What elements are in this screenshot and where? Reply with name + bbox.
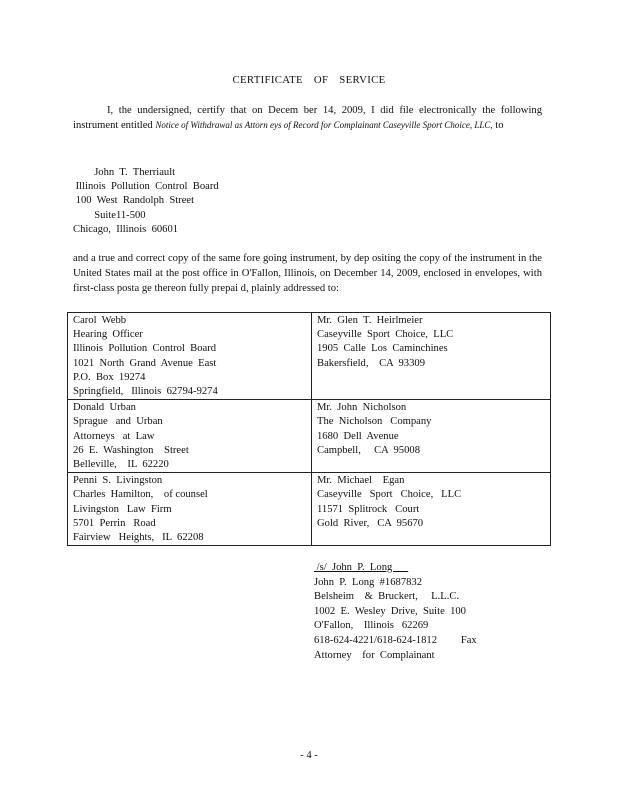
service-cell: Penni S. Livingston Charles Hamilton, of counsel Livingston Law Firm 5701 Perrin Road Fairview Heights, IL 62208 bbox=[68, 473, 312, 546]
recipient-line: Chicago, Illinois 60601 bbox=[73, 223, 179, 235]
signature-detail: O'Fallon, Illinois 62269 bbox=[314, 620, 429, 632]
service-cell: Donald Urban Sprague and Urban Attorneys at Law 26 E. Washington Street Belleville, IL 62220 bbox=[68, 400, 312, 473]
recipient-line: 100 West Randolph Street bbox=[73, 195, 195, 207]
mailing-paragraph: and a true and correct copy of the same fore going instrument, by dep ositing the copy of the instrument in the United States mail at the post office in O'Fallon, Illinois, on December 14, 2009, enclosed in envelopes, with first-class posta ge thereon fully prepai d, plainly addressed to: bbox=[73, 253, 542, 294]
page-number: - 4 - bbox=[300, 750, 318, 761]
service-cell: Mr. John Nicholson The Nicholson Company 1680 Dell Avenue Campbell, CA 95008 bbox=[312, 400, 551, 473]
recipient-line: John T. Therriault bbox=[73, 167, 176, 178]
recipient-address bbox=[73, 166, 219, 237]
service-list-table bbox=[67, 312, 551, 546]
document-title: CERTIFICATE OF SERVICE bbox=[232, 74, 386, 86]
certification-to: to bbox=[495, 120, 504, 131]
service-cell: Mr. Michael Egan Caseyville Sport Choice, LLC 11571 Splitrock Court Gold River, CA 95670 bbox=[312, 473, 551, 546]
instrument-title: Notice of Withdrawal as Attorn eys of Record for Complainant Caseyville Sport Choice, LLC, bbox=[155, 120, 493, 130]
signature-detail: John P. Long #1687832 bbox=[314, 576, 423, 588]
recipient-line: Illinois Pollution Control Board bbox=[73, 181, 219, 193]
recipient-line: Suite11-500 bbox=[73, 209, 146, 221]
signature-detail: Attorney for Complainant bbox=[314, 649, 435, 661]
service-cell: Mr. Glen T. Heirlmeier Caseyville Sport Choice, LLC 1905 Calle Los Caminchines Bakersfield, CA 93309 bbox=[312, 313, 551, 400]
service-row bbox=[68, 313, 551, 400]
service-row bbox=[68, 473, 551, 546]
service-cell: Carol Webb Hearing Officer Illinois Pollution Control Board 1021 North Grand Avenue East P.O. Box 19274 Springfield, Illinois 62794-9274 bbox=[68, 313, 312, 400]
certification-paragraph bbox=[73, 103, 542, 133]
signature-line: /s/ John P. Long bbox=[314, 562, 409, 573]
signature-block bbox=[314, 561, 477, 663]
service-row bbox=[68, 400, 551, 473]
signature-detail: 618-624-4221/618-624-1812 Fax bbox=[314, 634, 477, 646]
signature-detail: Belsheim & Bruckert, L.L.C. bbox=[314, 591, 460, 603]
certification-intro: I, the undersigned, certify that on Decem ber 14, 2009, I did file electronically the following instrument entitled bbox=[73, 105, 542, 131]
signature-detail: 1002 E. Wesley Drive, Suite 100 bbox=[314, 605, 466, 617]
